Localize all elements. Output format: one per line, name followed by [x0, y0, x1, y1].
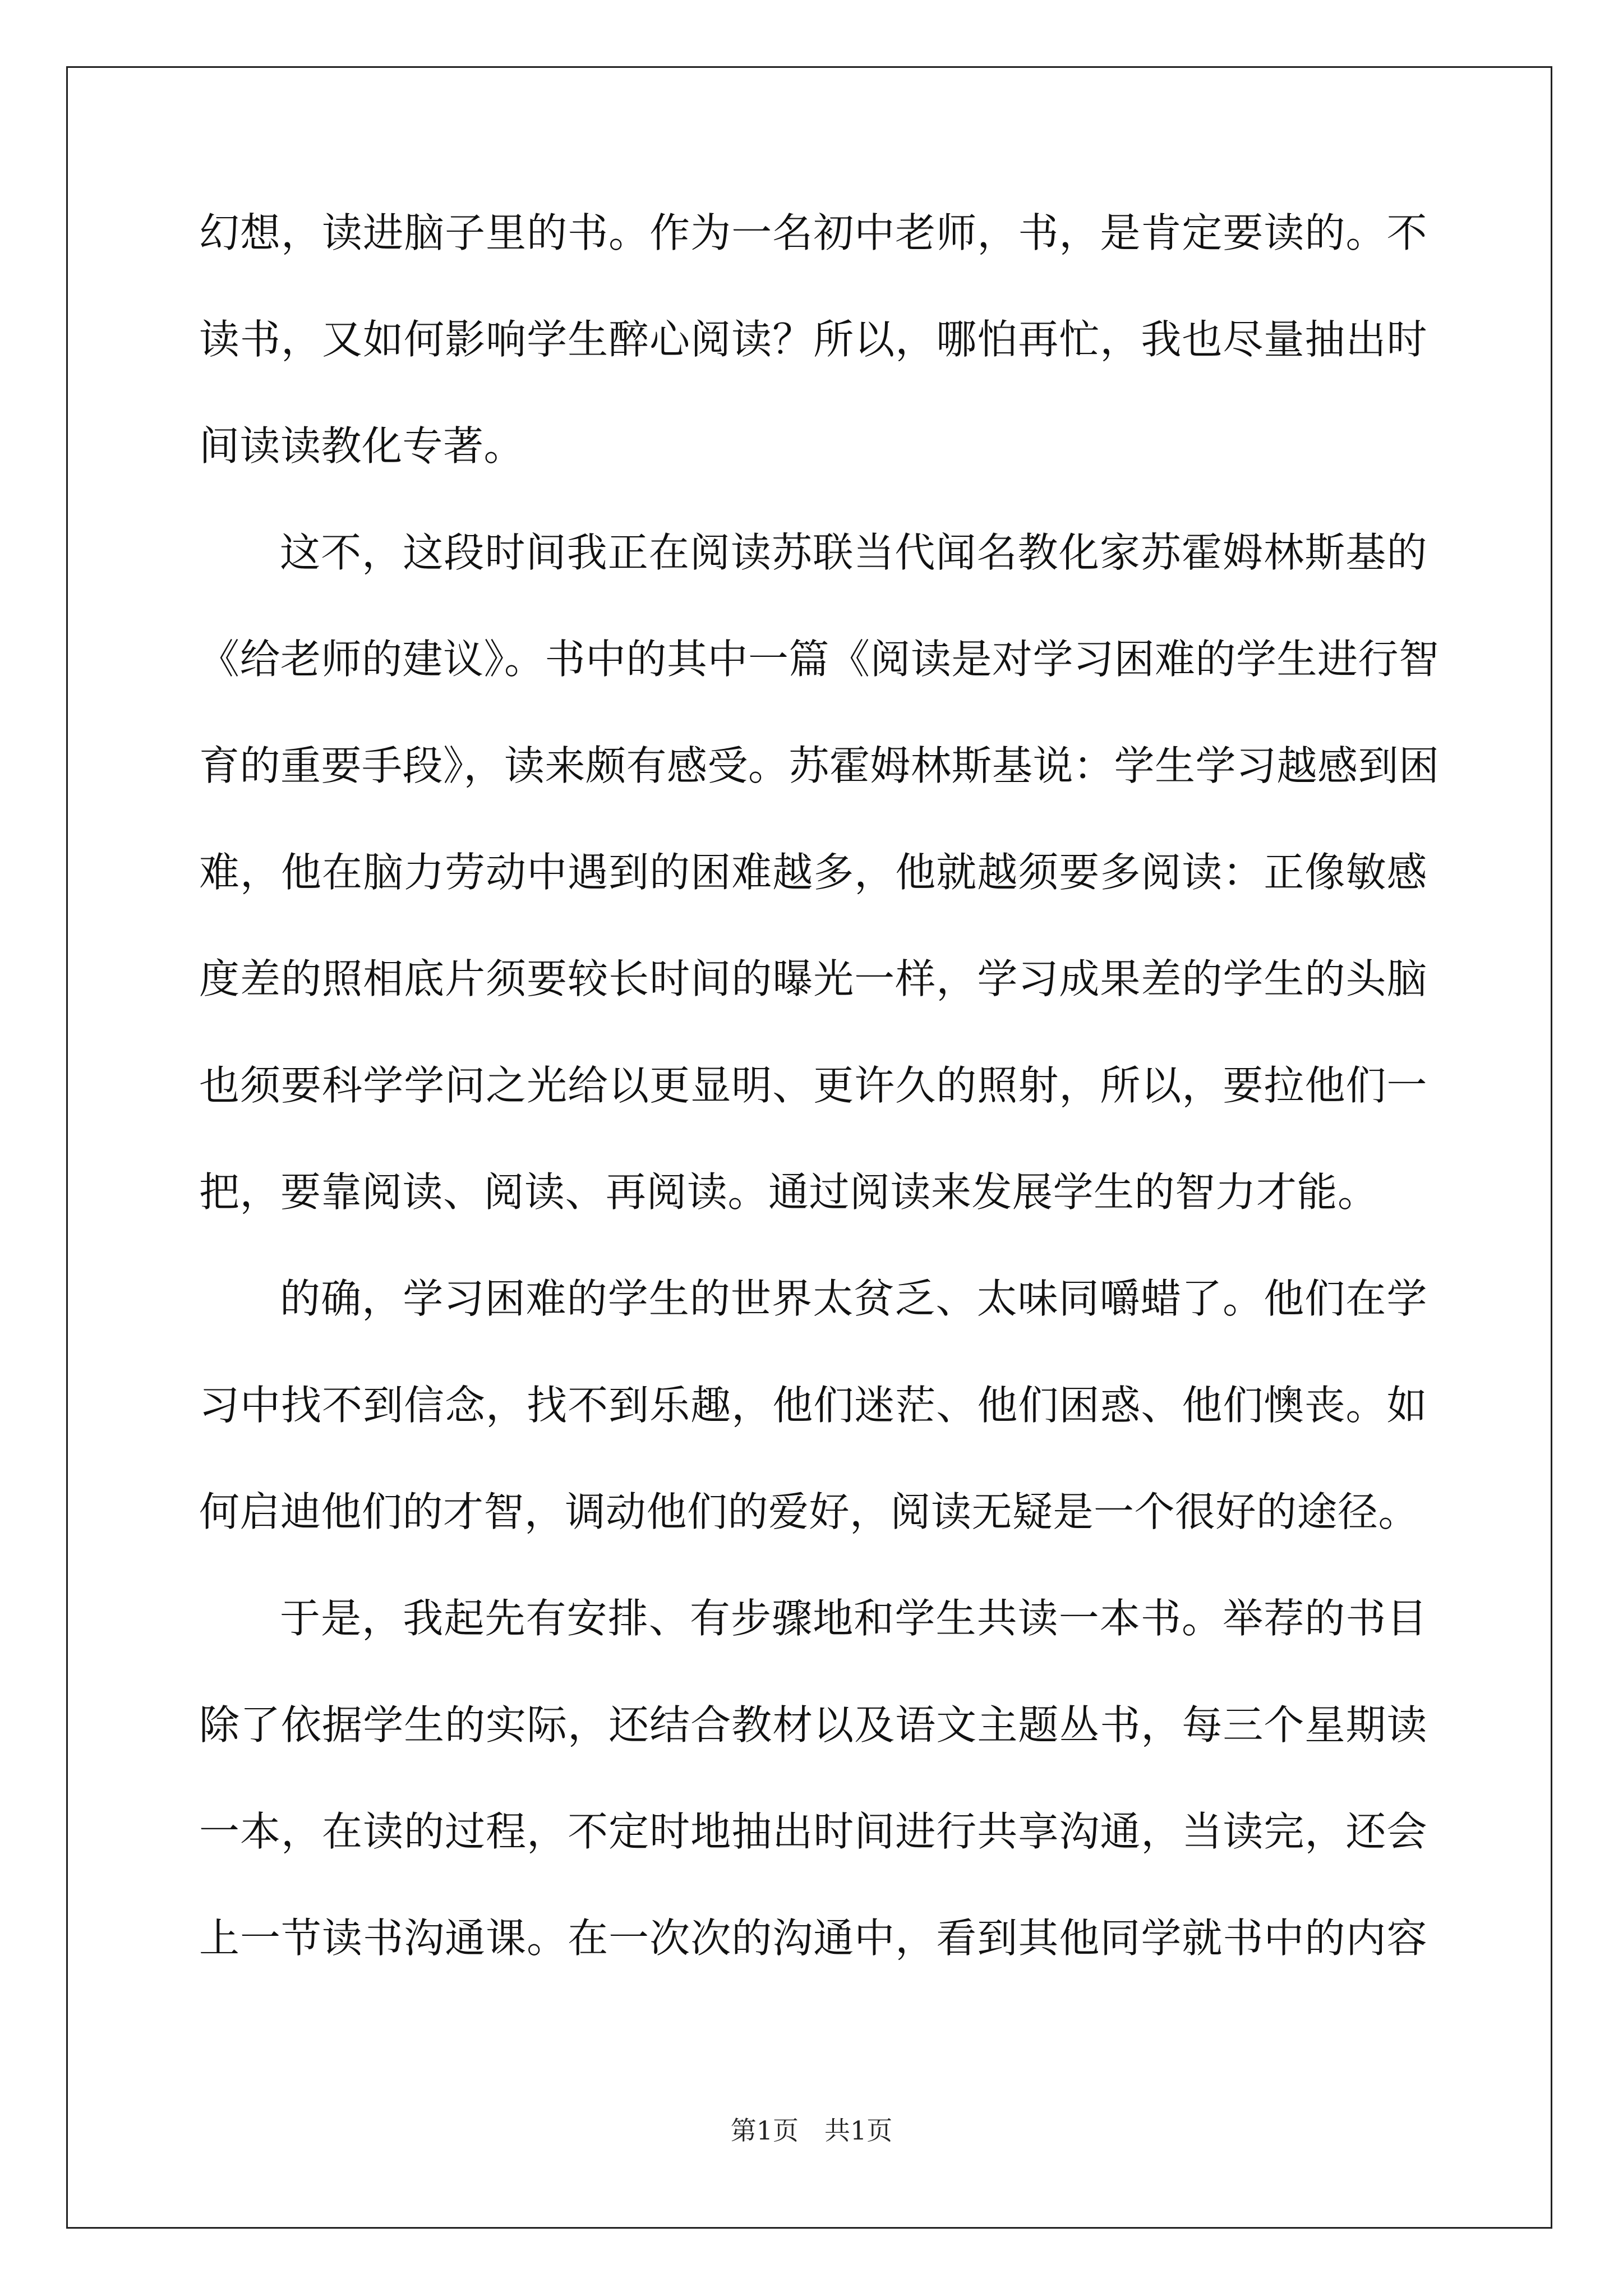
text-line: 何启迪他们的才智，调动他们的爱好，阅读无疑是一个很好的途径。 — [199, 1488, 1419, 1535]
text-line: 上一节读书沟通课。在一次次的沟通中，看到其他同学就书中的内容 — [199, 1915, 1427, 1962]
text-line: 育的重要手段》，读来颇有感受。苏霍姆林斯基说：学生学习越感到困 — [199, 742, 1440, 789]
text-line: 把，要靠阅读、阅读、再阅读。通过阅读来发展学生的智力才能。 — [199, 1168, 1378, 1216]
page-border — [66, 66, 1552, 2229]
text-line: 间读读教化专著。 — [199, 422, 525, 470]
page-footer: 第1页 共1页 — [730, 2115, 893, 2146]
text-line: 习中找不到信念，找不到乐趣，他们迷茫、他们困惑、他们懊丧。如 — [199, 1382, 1427, 1429]
text-line: 难，他在脑力劳动中遇到的困难越多，他就越须要多阅读：正像敏感 — [199, 849, 1427, 896]
text-line: 《给老师的建议》。书中的其中一篇《阅读是对学习困难的学生进行智 — [199, 636, 1440, 683]
paragraph-first-line: 于是，我起先有安排、有步骤地和学生共读一本书。举荐的书目 — [280, 1595, 1427, 1642]
paragraph-first-line: 的确，学习困难的学生的世界太贫乏、太味同嚼蜡了。他们在学 — [280, 1275, 1427, 1322]
text-line: 也须要科学学问之光给以更显明、更许久的照射，所以，要拉他们一 — [199, 1062, 1427, 1109]
text-line: 一本，在读的过程，不定时地抽出时间进行共享沟通，当读完，还会 — [199, 1808, 1427, 1855]
text-line: 度差的照相底片须要较长时间的曝光一样，学习成果差的学生的头脑 — [199, 955, 1427, 1002]
paragraph-first-line: 这不，这段时间我正在阅读苏联当代闻名教化家苏霍姆林斯基的 — [280, 529, 1427, 576]
text-line: 幻想，读进脑子里的书。作为一名初中老师，书，是肯定要读的。不 — [199, 209, 1427, 256]
text-line: 除了依据学生的实际，还结合教材以及语文主题丛书，每三个星期读 — [199, 1701, 1427, 1749]
text-line: 读书，又如何影响学生醉心阅读？所以，哪怕再忙，我也尽量抽出时 — [199, 316, 1427, 363]
